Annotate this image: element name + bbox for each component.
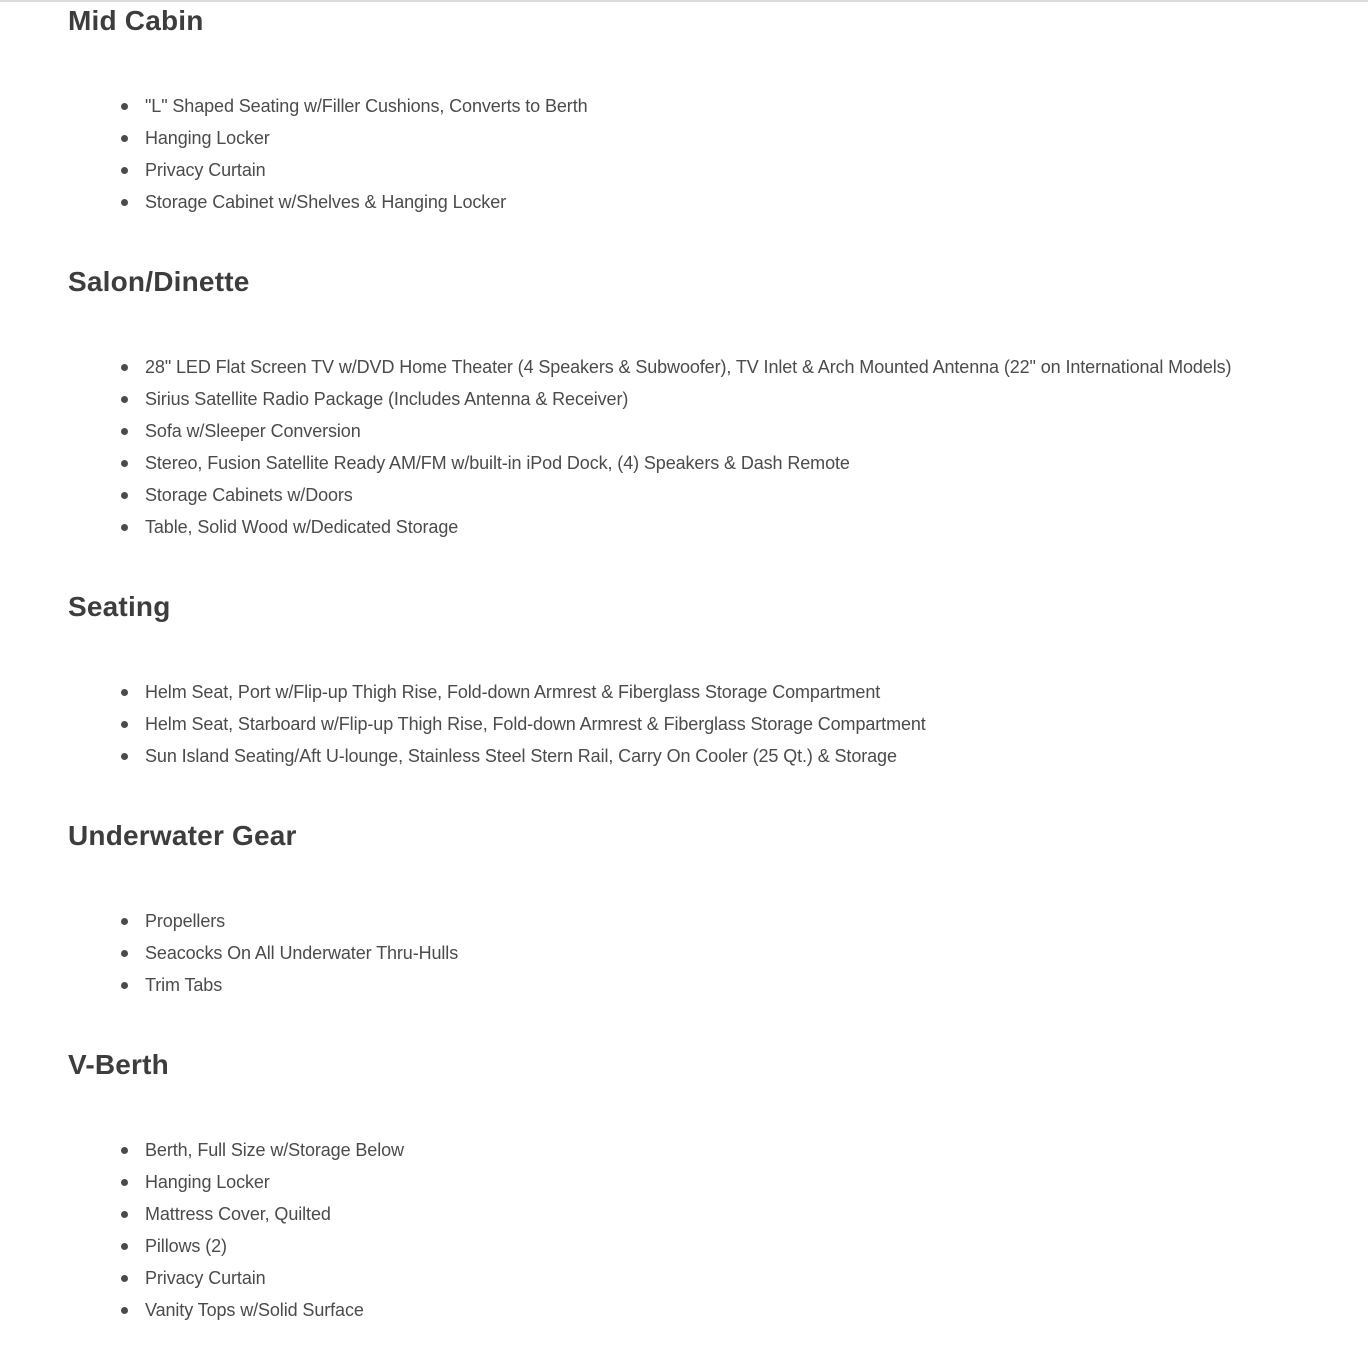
list-item [145,479,1368,511]
list-item [145,905,1368,937]
bullet-icon [121,460,128,467]
feature-sections [68,5,1368,1326]
list-item-text: Sofa w/Sleeper Conversion [145,421,361,441]
list-item-text: 28" LED Flat Screen TV w/DVD Home Theater (4 Speakers & Subwoofer), TV Inlet & Arch Mounted Antenna (22" on International Models) [145,357,1232,377]
bullet-icon [121,364,128,371]
list-item-text: "L" Shaped Seating w/Filler Cushions, Converts to Berth [145,96,588,116]
list-item-text: Sirius Satellite Radio Package (Includes Antenna & Receiver) [145,389,629,409]
list-item-text: Berth, Full Size w/Storage Below [145,1140,404,1160]
bullet-icon [121,918,128,925]
bullet-icon [121,396,128,403]
list-item-text: Mattress Cover, Quilted [145,1204,331,1224]
bullet-icon [121,524,128,531]
bullet-icon [121,982,128,989]
bullet-icon [121,1243,128,1250]
feature-section [68,591,1368,772]
bullet-icon [121,1211,128,1218]
list-item-text: Privacy Curtain [145,160,266,180]
list-item [145,447,1368,479]
list-item [145,969,1368,1001]
bullet-icon [121,1179,128,1186]
list-item-text: Hanging Locker [145,128,270,148]
feature-section [68,5,1368,218]
section-heading: V-Berth [68,1049,169,1080]
feature-list [68,676,1368,772]
list-item [145,1198,1368,1230]
list-item [145,415,1368,447]
features-page [0,2,1368,1326]
feature-section [68,266,1368,543]
feature-list [68,1134,1368,1326]
bullet-icon [121,199,128,206]
feature-list [68,351,1368,543]
list-item [145,708,1368,740]
bullet-icon [121,135,128,142]
bullet-icon [121,492,128,499]
feature-section [68,820,1368,1001]
section-heading: Underwater Gear [68,820,297,851]
section-heading: Mid Cabin [68,5,204,36]
list-item-text: Table, Solid Wood w/Dedicated Storage [145,517,459,537]
list-item-text: Privacy Curtain [145,1268,266,1288]
feature-list [68,905,1368,1001]
bullet-icon [121,721,128,728]
list-item [145,1134,1368,1166]
list-item-text: Propellers [145,911,226,931]
bullet-icon [121,1307,128,1314]
bullet-icon [121,1275,128,1282]
bullet-icon [121,428,128,435]
bullet-icon [121,103,128,110]
list-item-text: Helm Seat, Starboard w/Flip-up Thigh Rise, Fold-down Armrest & Fiberglass Storage Compartment [145,714,926,734]
list-item-text: Pillows (2) [145,1236,227,1256]
section-heading: Seating [68,591,171,622]
list-item [145,186,1368,218]
list-item [145,1262,1368,1294]
bullet-icon [121,950,128,957]
list-item-text: Sun Island Seating/Aft U-lounge, Stainless Steel Stern Rail, Carry On Cooler (25 Qt.) & Storage [145,746,897,766]
list-item-text: Vanity Tops w/Solid Surface [145,1300,364,1320]
list-item [145,122,1368,154]
list-item-text: Hanging Locker [145,1172,270,1192]
list-item [145,1294,1368,1326]
list-item [145,740,1368,772]
list-item [145,90,1368,122]
feature-list [68,90,1368,218]
list-item-text: Trim Tabs [145,975,223,995]
list-item-text: Storage Cabinet w/Shelves & Hanging Locker [145,192,507,212]
bullet-icon [121,753,128,760]
list-item [145,351,1368,383]
bullet-icon [121,689,128,696]
section-heading: Salon/Dinette [68,266,250,297]
list-item [145,154,1368,186]
feature-section [68,1049,1368,1326]
bullet-icon [121,1147,128,1154]
bullet-icon [121,167,128,174]
list-item [145,937,1368,969]
list-item [145,511,1368,543]
list-item [145,1230,1368,1262]
list-item [145,1166,1368,1198]
list-item [145,676,1368,708]
list-item-text: Storage Cabinets w/Doors [145,485,353,505]
list-item-text: Helm Seat, Port w/Flip-up Thigh Rise, Fold-down Armrest & Fiberglass Storage Compartment [145,682,881,702]
list-item [145,383,1368,415]
list-item-text: Stereo, Fusion Satellite Ready AM/FM w/built-in iPod Dock, (4) Speakers & Dash Remote [145,453,850,473]
list-item-text: Seacocks On All Underwater Thru-Hulls [145,943,459,963]
